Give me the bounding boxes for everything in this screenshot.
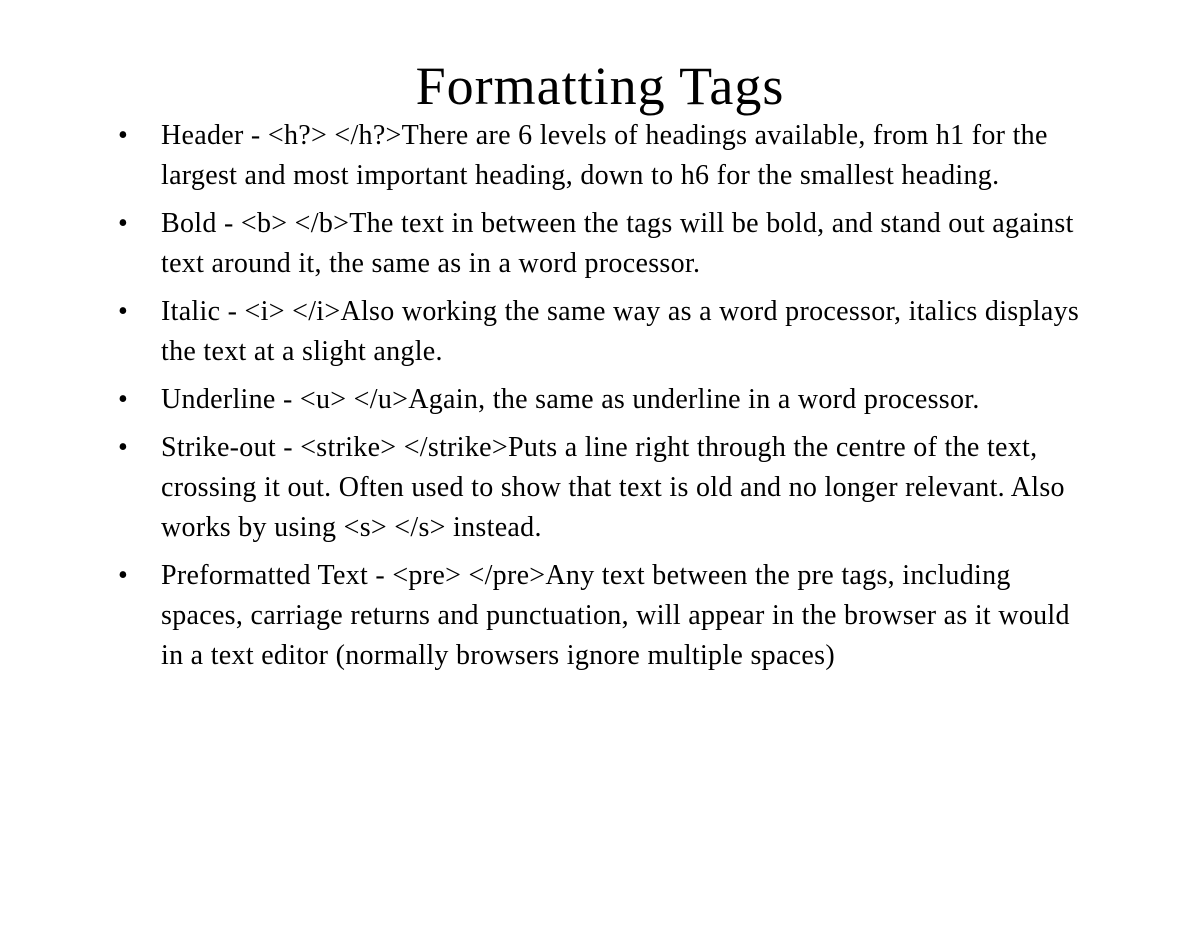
bullet-item-bold bbox=[0, 204, 1200, 284]
bullet-text: Header - <h?> </h?>There are 6 levels of headings available, from h1 for the largest and most important heading, down to h6 for the smallest heading. bbox=[161, 120, 1048, 191]
bullet-item-underline bbox=[0, 380, 1200, 420]
bullet-icon: • bbox=[118, 560, 128, 591]
bullet-text: Preformatted Text - <pre> </pre>Any text between the pre tags, including spaces, carriage returns and punctuation, will appear in the browser as it would in a text editor (normally browsers ignore multiple spaces) bbox=[161, 560, 1070, 671]
bullet-item-header bbox=[0, 116, 1200, 196]
bullet-text: Bold - <b> </b>The text in between the tags will be bold, and stand out against text around it, the same as in a word processor. bbox=[161, 208, 1074, 279]
bullet-icon: • bbox=[118, 384, 128, 415]
bullet-icon: • bbox=[118, 208, 128, 239]
bullet-text: Italic - <i> </i>Also working the same way as a word processor, italics displays the text at a slight angle. bbox=[161, 296, 1080, 367]
bullet-item-preformatted bbox=[0, 556, 1200, 676]
bullet-icon: • bbox=[118, 296, 128, 327]
bullet-list bbox=[0, 116, 1200, 684]
bullet-item-italic bbox=[0, 292, 1200, 372]
bullet-text: Strike-out - <strike> </strike>Puts a line right through the centre of the text, crossing it out. Often used to show that text is old and no longer relevant. Also works by using <s> </s> instead. bbox=[161, 432, 1065, 543]
bullet-icon: • bbox=[118, 120, 128, 151]
bullet-text: Underline - <u> </u>Again, the same as underline in a word processor. bbox=[161, 384, 980, 415]
bullet-item-strike-out bbox=[0, 428, 1200, 548]
slide-title: Formatting Tags bbox=[415, 56, 785, 116]
bullet-icon: • bbox=[118, 432, 128, 463]
